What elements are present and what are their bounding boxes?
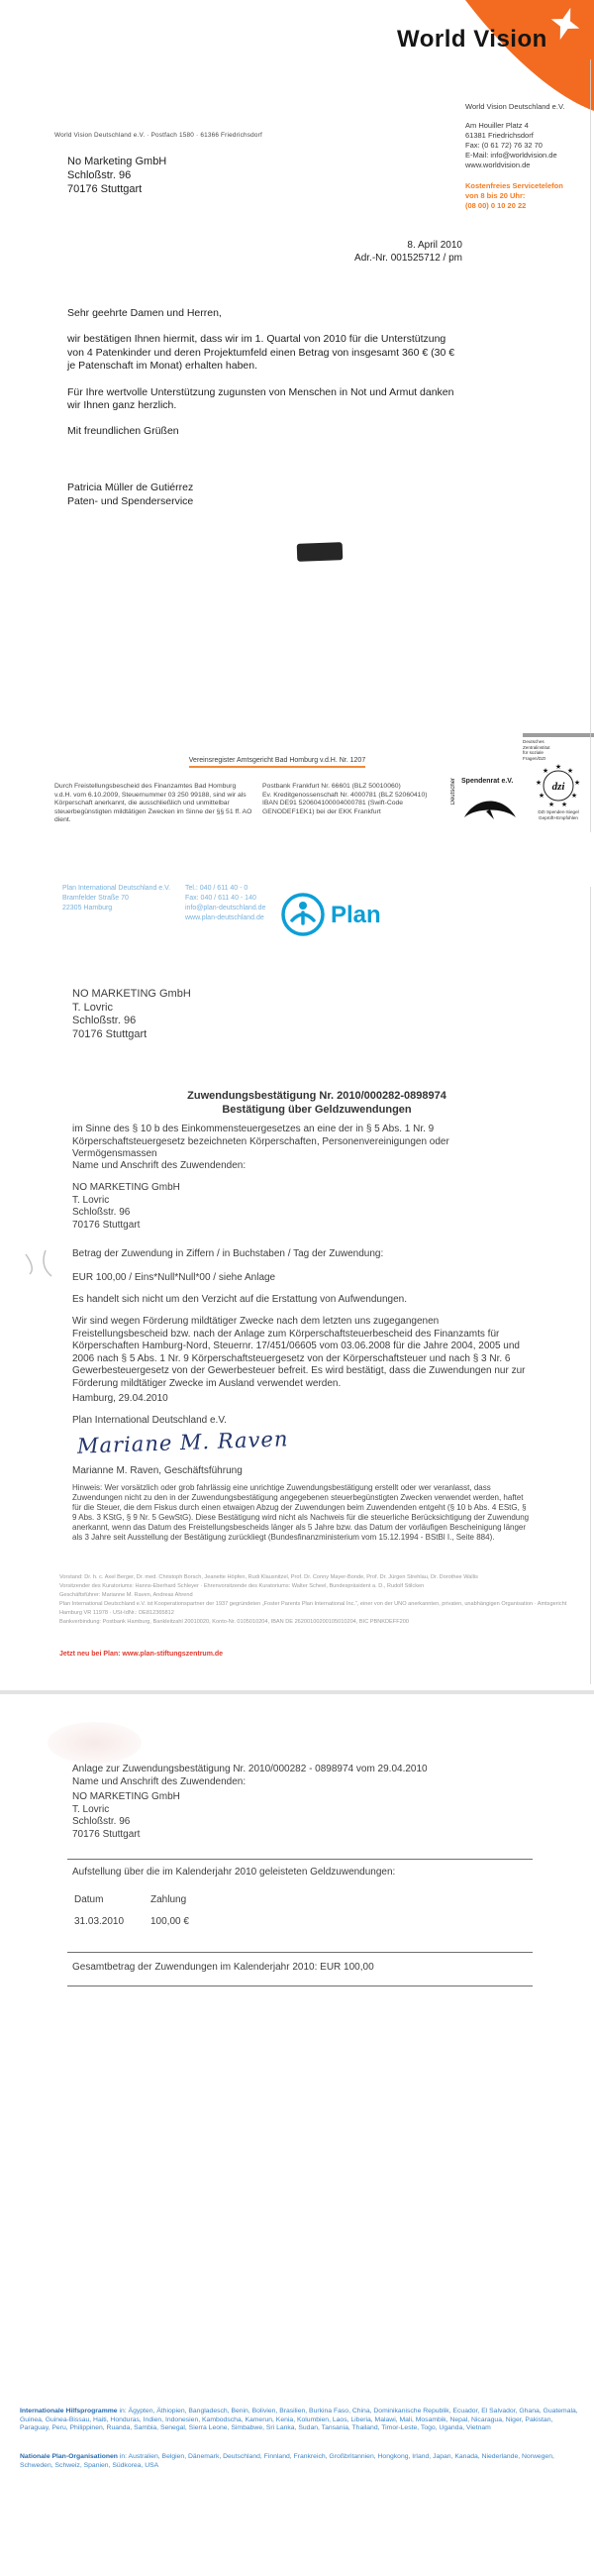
- svg-text:★: ★: [536, 779, 543, 788]
- dzi-caption-line: Fragen/DZI: [523, 755, 546, 761]
- signer-name-line: Marianne M. Raven, Geschäftsführung: [72, 1465, 243, 1476]
- donor-line: Schloßstr. 96: [72, 1207, 131, 1219]
- plan-logo-wordmark: Plan: [331, 902, 381, 928]
- table-cell-date: 31.03.2010: [74, 1916, 125, 1927]
- donor-line: T. Lovric: [72, 1803, 110, 1815]
- body-paragraph: wir bestätigen Ihnen hiermit, dass wir im 1. Quartal von 2010 für die Unterstützung von 4 Patenkinder und deren Projektumfeld einen Betrag von insgesamt 360 € (30 € je Patenschaft im Monat) erhalten haben.: [67, 333, 455, 373]
- donor-line: T. Lovric: [72, 1194, 110, 1206]
- plan-org-street: Bramfelder Straße 70: [62, 895, 129, 902]
- bank-line: GENODEF1EK1) bei der EKK Frankfurt: [262, 807, 381, 815]
- table-cell-amount: 100,00 €: [150, 1916, 189, 1927]
- svg-text:★: ★: [538, 792, 545, 801]
- total-amount-line: Gesamtbetrag der Zuwendungen im Kalenderjahr 2010: EUR 100,00: [72, 1962, 374, 1973]
- register-note: Vereinsregister Amtsgericht Bad Homburg v.d.H. Nr. 1207: [99, 757, 455, 768]
- international-programs-lead: Internationale Hilfsprogramme: [20, 2408, 118, 2415]
- org-name: World Vision Deutschland e.V.: [465, 102, 565, 111]
- attachment-title: Anlage zur Zuwendungsbestätigung Nr. 2010/000282 - 0898974 vom 29.04.2010: [72, 1764, 428, 1774]
- donor-address: [72, 1182, 180, 1232]
- dzi-bar: [523, 733, 594, 737]
- postmark-stamp: [297, 542, 344, 562]
- spendenrat-vertical-text: Deutscher: [450, 778, 456, 805]
- return-address-line: World Vision Deutschland e.V. · Postfach 1580 · 61366 Friedrichsdorf: [54, 132, 262, 139]
- scan-edge-artifact: [590, 59, 591, 832]
- signer-name: Patricia Müller de Gutiérrez: [67, 482, 194, 493]
- svg-text:★: ★: [547, 801, 555, 809]
- national-organisations-list: [20, 2453, 579, 2470]
- bank-line: Postbank Frankfurt Nr. 66601 (BLZ 50010060): [262, 783, 401, 790]
- svg-text:★: ★: [542, 767, 549, 776]
- bank-line: Ev. Kreditgenossenschaft Nr. 4000781 (BLZ 52060410): [262, 791, 428, 799]
- dzi-seal-caption: DZI Spenden-Siegel: [538, 809, 579, 815]
- letter-body: [67, 307, 465, 452]
- donor-line: NO MARKETING GmbH: [72, 1182, 180, 1193]
- plan-fax: Fax: 040 / 611 40 - 140: [185, 895, 256, 902]
- donation-table-row: [74, 1916, 272, 1930]
- confirmation-number-line: Zuwendungsbestätigung Nr. 2010/000282-0898974: [187, 1090, 446, 1102]
- closing-phrase: Mit freundlichen Grüßen: [67, 425, 179, 438]
- bank-line: IBAN DE91 520604100004000781 (Swift-Code: [262, 800, 404, 807]
- amount-value: EUR 100,00 / Eins*Null*Null*00 / siehe Anlage: [72, 1272, 276, 1283]
- dzi-star-badge-icon: [536, 763, 581, 808]
- svg-text:dzi: dzi: [551, 781, 565, 794]
- recipient-line: T. Lovric: [72, 1001, 113, 1014]
- footer-board-line: Vorstand: Dr. h. c. Axel Berger, Dr. med. Christoph Borsch, Jeanette Höpfen, Rudi Klausnitzel, Prof. Dr. Conny Mayer-Bonde, Prof. Dr. Jürgen Strehlau, Dr. Dorothee Wallis: [59, 1574, 478, 1580]
- date-block: [277, 239, 462, 265]
- plan-web: www.plan-deutschland.de: [185, 914, 264, 921]
- national-organisations-lead: Nationale Plan-Organisationen: [20, 2453, 118, 2460]
- attachment-donor-address: [72, 1791, 180, 1841]
- donor-line: 70176 Stuttgart: [72, 1828, 141, 1840]
- plan-logo-icon: [279, 891, 327, 938]
- org-street: Am Houiller Platz 4: [465, 121, 529, 130]
- footer-management-line: Geschäftsführer: Marianne M. Raven, Andreas Ahrend: [59, 1592, 193, 1598]
- worldvision-address-block: [465, 102, 590, 170]
- donation-table-header: [74, 1894, 272, 1908]
- dzi-seal: [523, 733, 594, 821]
- footer-promo-link: Jetzt neu bei Plan: www.plan-stiftungszentrum.de: [59, 1651, 224, 1658]
- confirmation-intro: im Sinne des § 10 b des Einkommensteuergesetzes an eine der in § 5 Abs. 1 Nr. 9 Körperschaftsteuergesetz bezeichneten Körperschaften, Personenvereinigungen oder Vermögensmassen: [72, 1124, 449, 1160]
- spendenrat-bird-icon: [460, 790, 520, 823]
- donation-list-title: Aufstellung über die im Kalenderjahr 2010 geleisteten Geldzuwendungen:: [72, 1867, 396, 1878]
- spendenrat-logo: [450, 776, 522, 827]
- service-line: von 8 bis 20 Uhr:: [465, 191, 526, 200]
- dzi-seal-caption: Geprüft+Empfohlen: [539, 814, 578, 820]
- dzi-caption-line: Deutsches: [523, 739, 544, 744]
- footer-registry-line: Plan International Deutschland e.V. ist Kooperationspartner der 1937 gegründeten „Foster Parents Plan International Inc.“, einer von der UNO anerkannten, privaten, unabhängigen Organisation · Amtsgericht Hamburg VR 11978 · USt-IdNr.: DE812365812: [59, 1601, 567, 1616]
- scan-edge-artifact: [590, 887, 591, 1684]
- plan-recipient-address: [72, 988, 191, 1041]
- page-boundary-band: [0, 1690, 594, 1694]
- tax-status-paragraph: Wir sind wegen Förderung mildtätiger Zwecke nach dem letzten uns zugegangenen Freistellungsbescheid bzw. nach der Anlage zum Körperschaftsteuerbescheid des Finanzamts für Körperschaften Hamburg-Nord, Steuernr. 17/451/06605 vom 03.06.2008 für die Jahre 2004, 2005 und 2006 nach § 5 Abs. 1 Nr. 9 Körperschaftsteuergesetz von der Körperschaftsteuer und nach § 3 Nr. 6 Gewerbesteuergesetz von der Gewerbesteuer befreit. Es wird bestätigt, dass die Zuwendungen nur zur Förderung mildtätiger Zwecke im Ausland verwendet werden.: [72, 1316, 526, 1389]
- no-waiver-statement: Es handelt sich nicht um den Verzicht auf die Erstattung von Aufwendungen.: [72, 1294, 407, 1305]
- recipient-address: [67, 155, 166, 196]
- signer-role: Paten- und Spenderservice: [67, 494, 194, 507]
- signature-block: [67, 482, 193, 508]
- international-programs-countries: in: Ägypten, Äthiopien, Bangladesch, Benin, Bolivien, Brasilien, Burkina Faso, China, Dominikanische Republik, Ecuador, El Salvador, Ghana, Guatemala, Guinea, Guinea-Bissau, Haiti, Honduras, Indien, Indonesien, Kambodscha, Kamerun, Kenia, Kolumbien, Laos, Liberia, Malawi, Mali, Mosambik, Nepal, Nicaragua, Niger, Pakistan, Paraguay, Peru, Philippinen, Ruanda, Sambia, Senegal, Sierra Leone, Simbabwe, Sri Lanka, Sudan, Tansania, Thailand, Timor-Leste, Togo, Uganda, Vietnam: [20, 2408, 578, 2432]
- worldvision-corner-graphic: [450, 0, 594, 117]
- recipient-line: NO MARKETING GmbH: [72, 988, 191, 1000]
- salutation: Sehr geehrte Damen und Herren,: [67, 307, 222, 319]
- svg-text:★: ★: [566, 767, 574, 776]
- org-web: www.worldvision.de: [465, 161, 531, 169]
- plan-footer-fineprint: [59, 1573, 576, 1627]
- donor-label: Name und Anschrift des Zuwendenden:: [72, 1160, 247, 1171]
- body-paragraph: Für Ihre wertvolle Unterstützung zugunsten von Menschen in Not und Armut danken wir Ihnen ganz herzlich.: [67, 385, 454, 412]
- divider-rule: [67, 1859, 533, 1860]
- footer-kuratorium-line: Vorsitzender des Kuratoriums: Hanns-Eberhard Schleyer · Ehrenvorsitzende des Kuratoriums: Walter Scheel, Bundespräsident a. D., Rudolf Stilcken: [59, 1583, 425, 1589]
- plan-letterhead-address: [62, 884, 179, 913]
- svg-text:★: ★: [573, 779, 581, 788]
- donor-line: 70176 Stuttgart: [72, 1219, 141, 1231]
- reference-number: Adr.-Nr. 001525712 / pm: [354, 253, 462, 264]
- recipient-line: Schloßstr. 96: [72, 1015, 137, 1027]
- pencil-scribble-artifact: [20, 1244, 69, 1288]
- table-header-datum: Datum: [74, 1894, 104, 1905]
- service-phone-block: [465, 181, 590, 211]
- spendenrat-label: Spendenrat e.V.: [461, 778, 514, 785]
- worldvision-logo-wordmark: World Vision: [397, 26, 547, 53]
- service-line: (08 00) 0 10 20 22: [465, 201, 527, 210]
- plan-org-city: 22305 Hamburg: [62, 905, 113, 912]
- plan-email: info@plan-deutschland.de: [185, 905, 266, 912]
- recipient-line: Schloßstr. 96: [67, 169, 132, 181]
- plan-tel: Tel.: 040 / 611 40 - 0: [185, 885, 248, 892]
- svg-text:★: ★: [570, 792, 578, 801]
- footer-bank-line: Bankverbindung: Postbank Hamburg, Bankleitzahl 20010020, Konto-Nr. 0105010204, IBAN DE 26200100200105010204, BIC PBNKDEFF200: [59, 1619, 409, 1625]
- divider-rule: [67, 1952, 533, 1953]
- confirmation-title: [89, 1090, 544, 1117]
- recipient-line: 70176 Stuttgart: [72, 1027, 148, 1040]
- plan-letterhead-contact: [185, 884, 284, 923]
- recipient-line: 70176 Stuttgart: [67, 183, 143, 195]
- org-fax: Fax: (0 61 72) 76 32 70: [465, 141, 543, 150]
- faint-stamp-artifact: [48, 1722, 142, 1764]
- confirmation-subtitle: Bestätigung über Geldzuwendungen: [222, 1103, 412, 1116]
- plan-org-name: Plan International Deutschland e.V.: [62, 885, 171, 892]
- donor-line: Schloßstr. 96: [72, 1816, 131, 1828]
- amount-label: Betrag der Zuwendung in Ziffern / in Buchstaben / Tag der Zuwendung:: [72, 1248, 384, 1259]
- service-line: Kostenfreies Servicetelefon: [465, 181, 563, 190]
- org-email: E-Mail: info@worldvision.de: [465, 151, 557, 160]
- dzi-caption-line: Zentralinstitut: [523, 744, 550, 750]
- svg-text:★: ★: [560, 801, 568, 809]
- dzi-caption-line: für soziale: [523, 750, 544, 756]
- svg-text:★: ★: [554, 763, 562, 772]
- bank-details-note: [262, 783, 458, 816]
- org-city: 61381 Friedrichsdorf: [465, 131, 534, 140]
- legal-notice: Hinweis: Wer vorsätzlich oder grob fahrlässig eine unrichtige Zuwendungsbestätigung erstellt oder wer veranlasst, dass Zuwendungen nicht zu den in der Zuwendungsbestätigung angegebenen steuerbegünstigten Zwecken verwendet werden, haftet für die Steuer, die dem Fiskus durch einen etwaigen Abzug der Zuwendungen beim Zuwendenden entgeht (§ 10 b Abs. 4 EStG, § 9 Abs. 3 KStG, § 9 Nr. 5 GewStG). Diese Bestätigung wird nicht als Nachweis für die steuerliche Berücksichtigung der Zuwendung anerkannt, wenn das Datum des Freistellungsbescheids länger als 5 Jahre bzw. das Datum der vorläufigen Bescheinigung länger als 3 Jahre seit Ausstellung der Bestätigung zurückliegt (Bundesfinanzministerium vom 15.12.1994 - BStBl I., Seite 884).: [72, 1483, 530, 1542]
- tax-exemption-note: Durch Freistellungsbescheid des Finanzamtes Bad Homburg v.d.H. vom 6.10.2009, Steuernummer 03 250 99188, sind wir als Körperschaft anerkannt, die ausschließlich und unmittelbar steuerbegünstigten mildtätigen Zwecken im Sinne der §§ 51 ff. AO dient.: [54, 783, 252, 824]
- national-organisations-countries: in: Australien, Belgien, Dänemark, Deutschland, Finnland, Frankreich, Großbritannien, Hongkong, Irland, Japan, Kanada, Niederlande, Norwegen, Schweden, Schweiz, Spanien, Südkorea, USA: [20, 2453, 554, 2469]
- letter-date: 8. April 2010: [407, 240, 462, 251]
- handwritten-signature: Mariane M. Raven: [76, 1427, 289, 1458]
- place-and-date: Hamburg, 29.04.2010: [72, 1393, 168, 1404]
- donor-line: NO MARKETING GmbH: [72, 1791, 180, 1802]
- international-programs-list: [20, 2408, 579, 2433]
- recipient-line: No Marketing GmbH: [67, 156, 167, 167]
- issuing-org-name: Plan International Deutschland e.V.: [72, 1415, 227, 1426]
- attachment-donor-label: Name und Anschrift des Zuwendenden:: [72, 1776, 247, 1787]
- table-header-zahlung: Zahlung: [150, 1894, 187, 1905]
